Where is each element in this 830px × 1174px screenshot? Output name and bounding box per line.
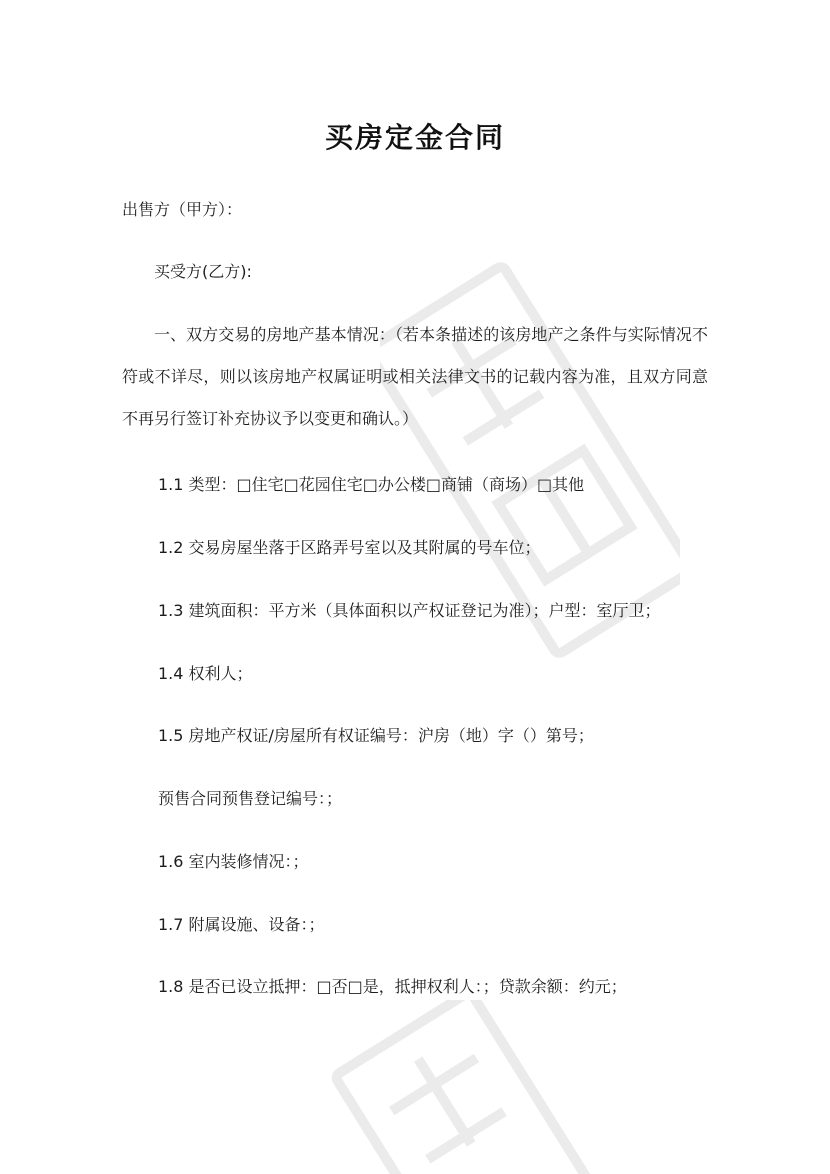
item-1-8: 1.8 是否已设立抵押：□否□是，抵押权利人：；贷款余额：约元； [158,977,627,996]
item-1-7: 1.7 附属设施、设备：； [158,915,325,934]
page-title: 买房定金合同 [324,121,505,154]
item-1-2: 1.2 交易房屋坐落于区路弄号室以及其附属的号车位； [158,538,541,557]
item-1-3: 1.3 建筑面积：平方米（具体面积以产权证登记为准）；户型：室厅卫； [158,601,661,620]
watermark-stamp-icon [300,1000,600,1174]
item-1-1: 1.1 类型：□住宅□花园住宅□办公楼□商铺（商场）□其他 [158,475,585,494]
seller-line: 出售方（甲方）： [122,200,243,219]
buyer-line: 买受方(乙方): [154,262,252,281]
section1-intro: 一、双方交易的房地产基本情况：（若本条描述的该房地产之条件与实际情况不符或不详尽，则以该房地产权属证明或相关法律文书的记载内容为准，且双方同意不再另行签订补充协议予以变更和确认。） [122,325,708,428]
item-1-5: 1.5 房地产权证/房屋所有权证编号：沪房（地）字（）第号； [158,726,594,745]
item-1-6: 1.6 室内装修情况：； [158,852,309,871]
item-1-4: 1.4 权利人； [158,664,253,683]
presale-registration-line: 预售合同预售登记编号：； [158,789,343,808]
